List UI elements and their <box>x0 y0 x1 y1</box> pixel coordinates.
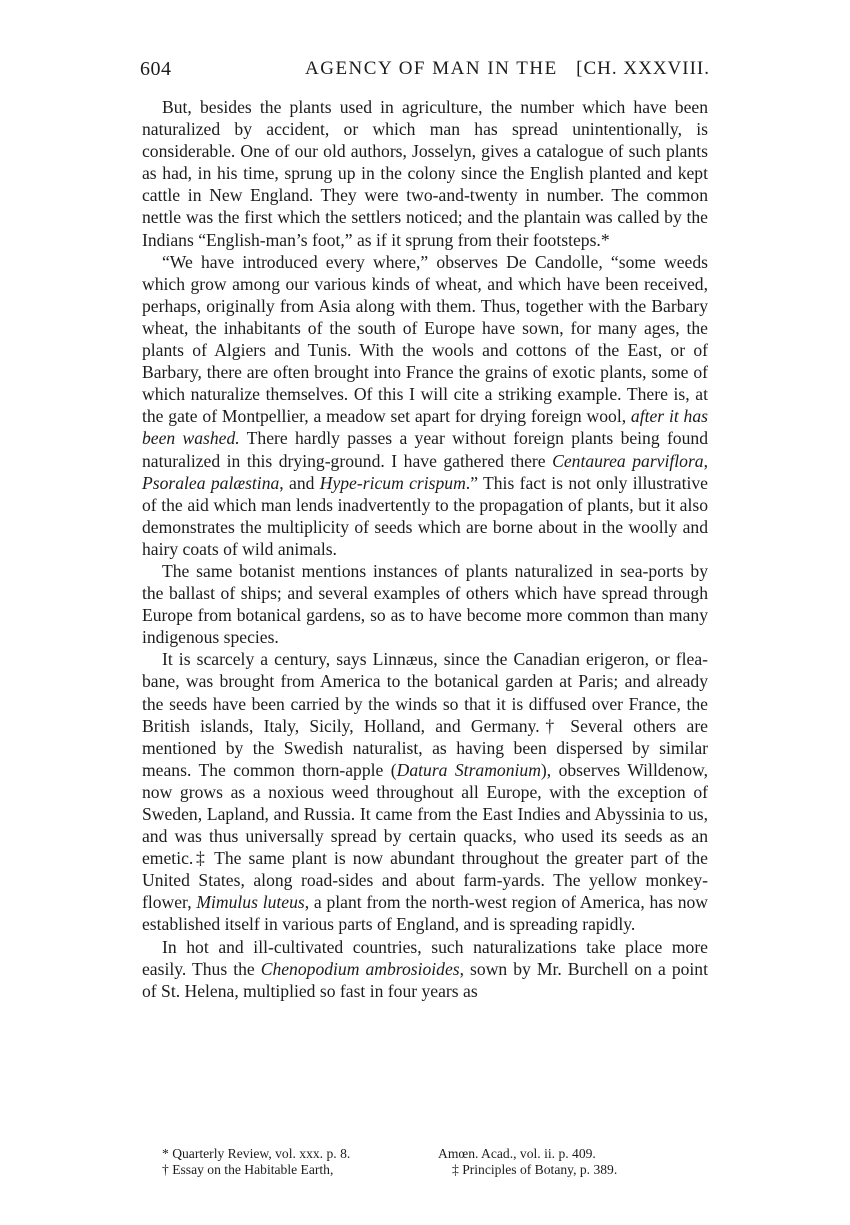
footnote-amoen-acad: Amœn. Acad., vol. ii. p. 409. <box>438 1146 596 1161</box>
footnote-principles-botany: ‡ Principles of Botany, p. 389. <box>452 1162 618 1177</box>
paragraph-2-text-e: .” This fact is not only illustrative of the aid which man lends inadvertently to the propagation of plants, but it also demonstrates the multiplicity of seeds which are borne about in the woolly and hairy coats of wild animals. <box>142 472 708 559</box>
paragraph-4-text-c: , a plant from the north-west region of America, has now established itself in various parts of England, and is spreading rapidly. <box>142 892 708 935</box>
body-text <box>142 96 708 1002</box>
running-title: AGENCY OF MAN IN THE <box>305 58 558 79</box>
species-psoralea: Psoralea palæstina <box>142 472 280 493</box>
footnotes <box>162 1146 682 1178</box>
paragraph-5-text-b: , sown by Mr. Burchell on a point of St. Helena, multiplied so fast in four years as <box>142 958 708 1001</box>
paragraph-2-text-d: , and <box>279 472 320 493</box>
paragraph-2-text-b: There hardly passes a year without foreign plants being found naturalized in this drying-ground. I have gathered there <box>142 428 708 471</box>
footnote-row-1 <box>162 1146 682 1162</box>
footnote-row-2 <box>162 1162 682 1178</box>
paragraph-2-text-c: , <box>703 450 708 471</box>
running-header <box>140 58 710 88</box>
paragraph-5 <box>142 936 708 1002</box>
paragraph-1 <box>142 96 708 251</box>
species-chenopodium: Chenopodium ambrosioides <box>260 958 460 979</box>
footnote-essay-habitable-earth: † Essay on the Habitable Earth, <box>162 1162 334 1177</box>
paragraph-2-italic-washed: after it has been washed. <box>142 406 708 449</box>
paragraph-2 <box>142 251 708 560</box>
paragraph-3-text: The same botanist mentions instances of plants naturalized in sea-ports by the ballast of ships; and several examples of others which have spread through Europe from botanical gardens, so as to have become more common than many indigenous species. <box>142 560 708 648</box>
paragraph-5-text-a: In hot and ill-cultivated countries, such naturalizations take place more easily. Thus the <box>142 936 708 979</box>
species-datura: Datura Stramonium <box>396 759 541 780</box>
paragraph-3 <box>142 560 708 648</box>
page-number: 604 <box>140 58 172 80</box>
chapter-label: [CH. XXXVIII. <box>576 58 710 79</box>
footnote-quarterly-review: * Quarterly Review, vol. xxx. p. 8. <box>162 1146 351 1161</box>
paragraph-4 <box>142 648 708 935</box>
species-centaurea: Centaurea parviflora <box>552 450 704 471</box>
paragraph-2-text-a: “We have introduced every where,” observes De Candolle, “some weeds which grow among our various kinds of wheat, and which have been received, perhaps, originally from Asia along with them. Thus, together with the Barbary wheat, the inhabitants of the south of Europe have sown, for many ages, the plants of Algiers and Tunis. With the wools and cottons of the East, or of Barbary, there are often brought into France the grains of exotic plants, some of which naturalize themselves. Of this I will cite a striking example. There is, at the gate of Montpellier, a meadow set apart for drying foreign wool, <box>142 251 708 427</box>
paragraph-4-text-a: It is scarcely a century, says Linnæus, since the Canadian erigeron, or flea-bane, was brought from America to the botanical garden at Paris; and already the seeds have been carried by the winds so that it is diffused over France, the British islands, Italy, Sicily, Holland, and Germany.† Several others are mentioned by the Swedish naturalist, as having been dispersed by similar means. The common thorn-apple ( <box>142 649 708 780</box>
paragraph-1-text: But, besides the plants used in agriculture, the number which have been naturalized by accident, or which man has spread unintentionally, is considerable. One of our old authors, Josselyn, gives a catalogue of such plants as had, in his time, sprung up in the colony since the English planted and kept cattle in New England. They were two-and-twenty in number. The common nettle was the first which the settlers noticed; and the plantain was called by the Indians “English-man’s foot,” as if it sprung from their footsteps.* <box>142 97 708 250</box>
paragraph-4-text-b: ), observes Willdenow, now grows as a noxious weed throughout all Europe, with the exception of Sweden, Lapland, and Russia. It came from the East Indies and Abyssinia to us, and was thus universally spread by certain quacks, who used its seeds as an emetic.‡ The same plant is now abundant throughout the greater part of the United States, along road-sides and about farm-yards. The yellow monkey-flower, <box>142 759 708 913</box>
species-mimulus: Mimulus luteus <box>196 892 305 913</box>
species-hypericum: Hype-ricum crispum <box>319 472 466 493</box>
